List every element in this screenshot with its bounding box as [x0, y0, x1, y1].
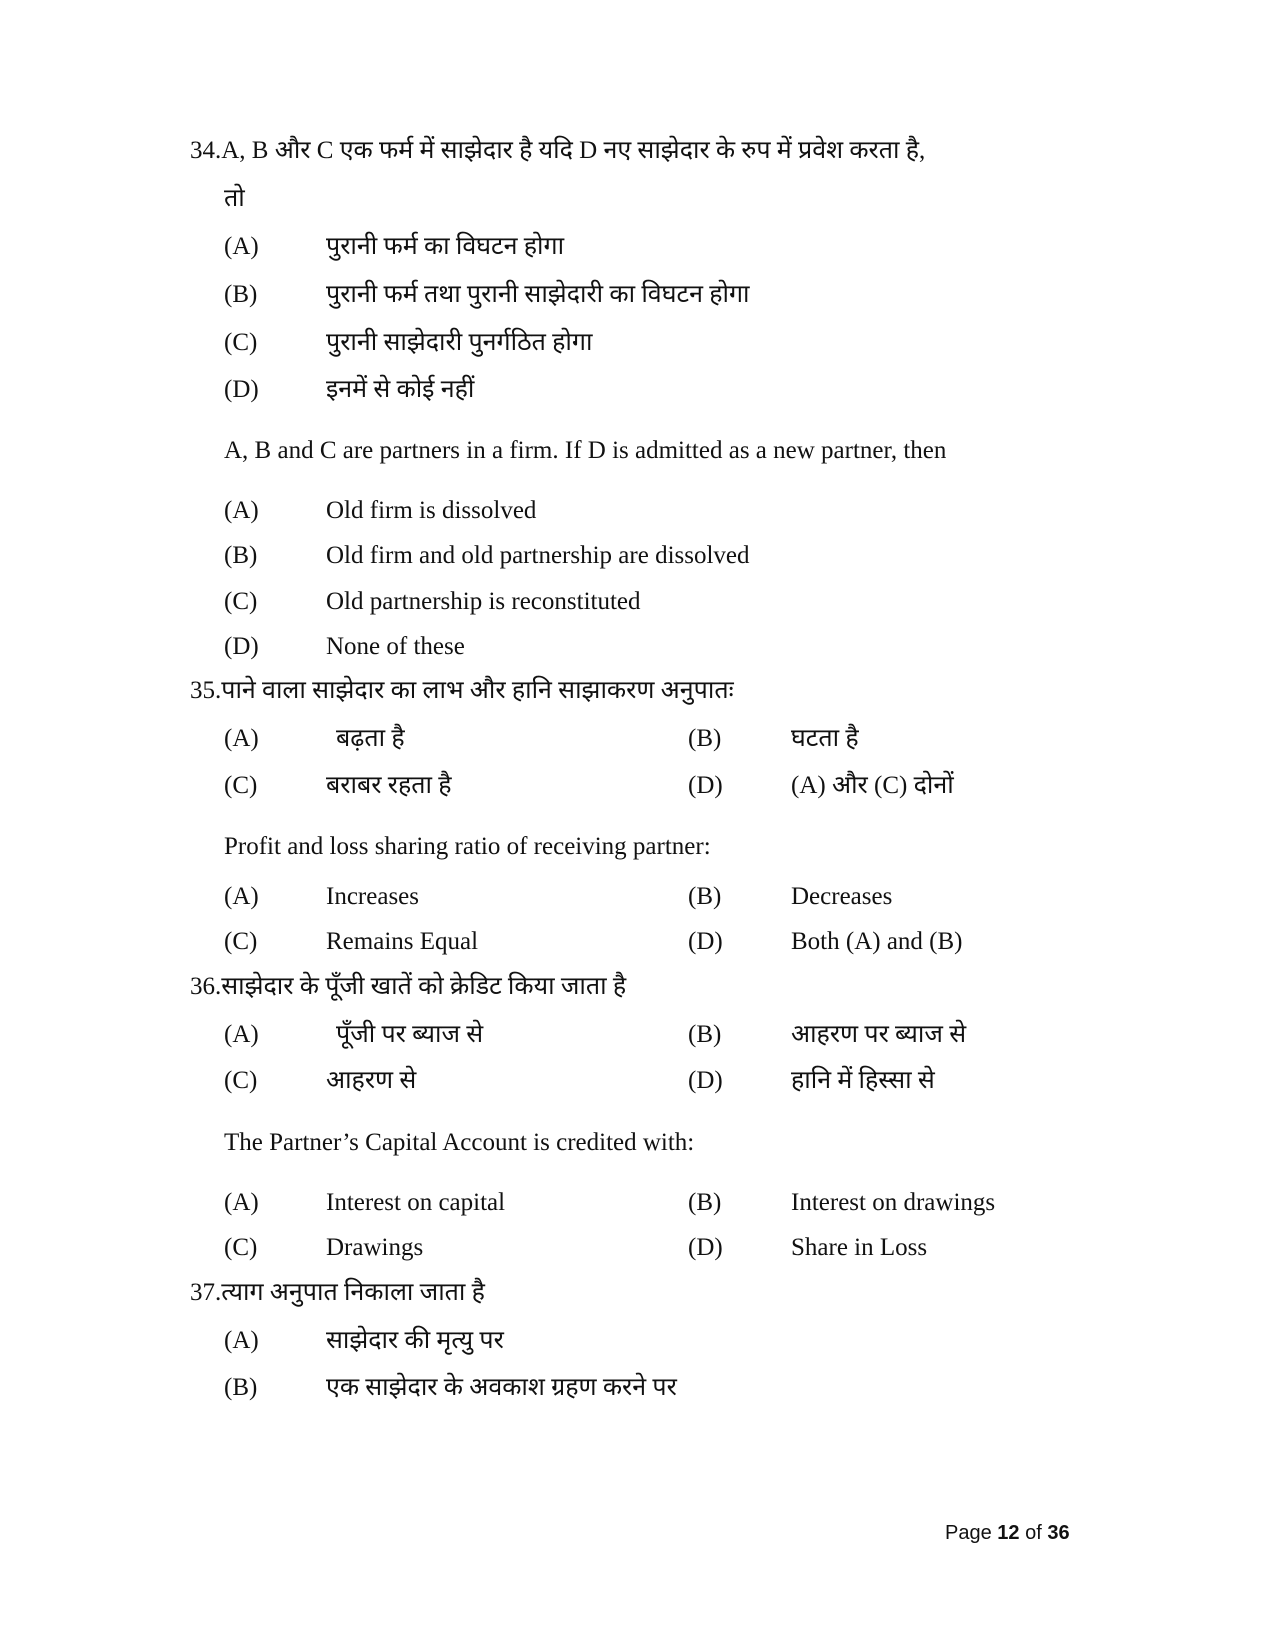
q36-hindi-option-a-label: (A)	[224, 1021, 259, 1048]
q34-hindi-option-b-label: (B)	[224, 281, 258, 308]
footer-current-page: 12	[997, 1522, 1020, 1544]
q35-english-option-b-label: (B)	[688, 883, 722, 910]
q34-hindi-option-d-text: इनमें से कोई नहीं	[326, 376, 475, 403]
q37-number: 37.	[190, 1279, 222, 1306]
q35-english-option-c-label: (C)	[224, 928, 258, 955]
q36-english-question: The Partner’s Capital Account is credited with:	[224, 1129, 695, 1156]
q34-english-option-c-text: Old partnership is reconstituted	[326, 588, 641, 615]
q34-hindi-option-a-text: पुरानी फर्म का विघटन होगा	[326, 233, 565, 260]
q35-hindi-option-c-label: (C)	[224, 772, 258, 799]
q37-hindi-option-a-label: (A)	[224, 1327, 259, 1354]
q36-english-option-c-label: (C)	[224, 1234, 258, 1261]
q34-number: 34.	[190, 137, 222, 164]
q36-english-option-a-text: Interest on capital	[326, 1189, 506, 1216]
q35-hindi-option-a-text: बढ़ता है	[336, 725, 405, 752]
q37-hindi-question-text: त्याग अनुपात निकाला जाता है	[221, 1279, 485, 1306]
q34-hindi-question-line1: A, B और C एक फर्म में साझेदार है यदि D नए साझेदार के रुप में प्रवेश करता है,	[221, 137, 926, 164]
q36-hindi-option-c-label: (C)	[224, 1067, 258, 1094]
q36-english-option-b-text: Interest on drawings	[791, 1189, 996, 1216]
q36-english-option-d-label: (D)	[688, 1234, 723, 1261]
q35-english-option-a-text: Increases	[326, 883, 419, 910]
q34-hindi-question	[190, 138, 925, 163]
q34-english-option-a-text: Old firm is dissolved	[326, 497, 537, 524]
q34-hindi-option-d-label: (D)	[224, 376, 259, 403]
q35-english-option-d-label: (D)	[688, 928, 723, 955]
q36-hindi-option-d-text: हानि में हिस्सा से	[791, 1067, 935, 1094]
q35-hindi-option-b-text: घटता है	[791, 725, 859, 752]
footer-total-pages: 36	[1047, 1522, 1070, 1544]
q35-hindi-option-c-text: बराबर रहता है	[326, 772, 452, 799]
q35-english-option-c-text: Remains Equal	[326, 928, 479, 955]
q34-hindi-option-b-text: पुरानी फर्म तथा पुरानी साझेदारी का विघटन होगा	[326, 281, 750, 308]
q34-hindi-option-a-label: (A)	[224, 233, 259, 260]
q36-hindi-option-b-text: आहरण पर ब्याज से	[791, 1021, 967, 1048]
q36-hindi-option-d-label: (D)	[688, 1067, 723, 1094]
q35-hindi-option-d-label: (D)	[688, 772, 723, 799]
q35-number: 35.	[190, 677, 222, 704]
q35-english-option-a-label: (A)	[224, 883, 259, 910]
q35-english-option-d-text: Both (A) and (B)	[791, 928, 963, 955]
q36-english-option-d-text: Share in Loss	[791, 1234, 928, 1261]
q34-hindi-question-line2: तो	[224, 185, 245, 212]
q37-hindi-option-a-text: साझेदार की मृत्यु पर	[326, 1327, 504, 1354]
q37-hindi-option-b-text: एक साझेदार के अवकाश ग्रहण करने पर	[326, 1374, 677, 1401]
q34-english-option-b-label: (B)	[224, 542, 258, 569]
q35-english-option-b-text: Decreases	[791, 883, 893, 910]
q37-hindi-question	[190, 1280, 485, 1305]
q34-english-option-a-label: (A)	[224, 497, 259, 524]
q34-hindi-option-c-text: पुरानी साझेदारी पुनर्गठित होगा	[326, 329, 593, 356]
q34-english-option-c-label: (C)	[224, 588, 258, 615]
q35-hindi-option-d-text: (A) और (C) दोनों	[791, 772, 954, 799]
q36-hindi-option-c-text: आहरण से	[326, 1067, 417, 1094]
q36-english-option-a-label: (A)	[224, 1189, 259, 1216]
q35-hindi-question-text: पाने वाला साझेदार का लाभ और हानि साझाकरण अनुपातः	[221, 677, 734, 704]
q36-hindi-option-a-text: पूँजी पर ब्याज से	[336, 1021, 484, 1048]
q36-hindi-question-text: साझेदार के पूँजी खातें को क्रेडिट किया जाता है	[221, 973, 627, 1000]
page-footer	[945, 1523, 1070, 1543]
q35-hindi-option-b-label: (B)	[688, 725, 722, 752]
q34-english-question: A, B and C are partners in a firm. If D is admitted as a new partner, then	[224, 437, 947, 464]
q36-hindi-option-b-label: (B)	[688, 1021, 722, 1048]
q36-hindi-question	[190, 974, 626, 999]
q34-english-option-d-label: (D)	[224, 633, 259, 660]
q35-hindi-question	[190, 678, 734, 703]
q36-english-option-b-label: (B)	[688, 1189, 722, 1216]
q34-english-option-d-text: None of these	[326, 633, 465, 660]
q36-number: 36.	[190, 973, 222, 1000]
q34-hindi-option-c-label: (C)	[224, 329, 258, 356]
q37-hindi-option-b-label: (B)	[224, 1374, 258, 1401]
footer-page-word: Page	[945, 1522, 992, 1544]
q35-hindi-option-a-label: (A)	[224, 725, 259, 752]
q36-english-option-c-text: Drawings	[326, 1234, 424, 1261]
q34-english-option-b-text: Old firm and old partnership are dissolved	[326, 542, 750, 569]
footer-of-word: of	[1025, 1522, 1042, 1544]
q35-english-question: Profit and loss sharing ratio of receiving partner:	[224, 833, 711, 860]
